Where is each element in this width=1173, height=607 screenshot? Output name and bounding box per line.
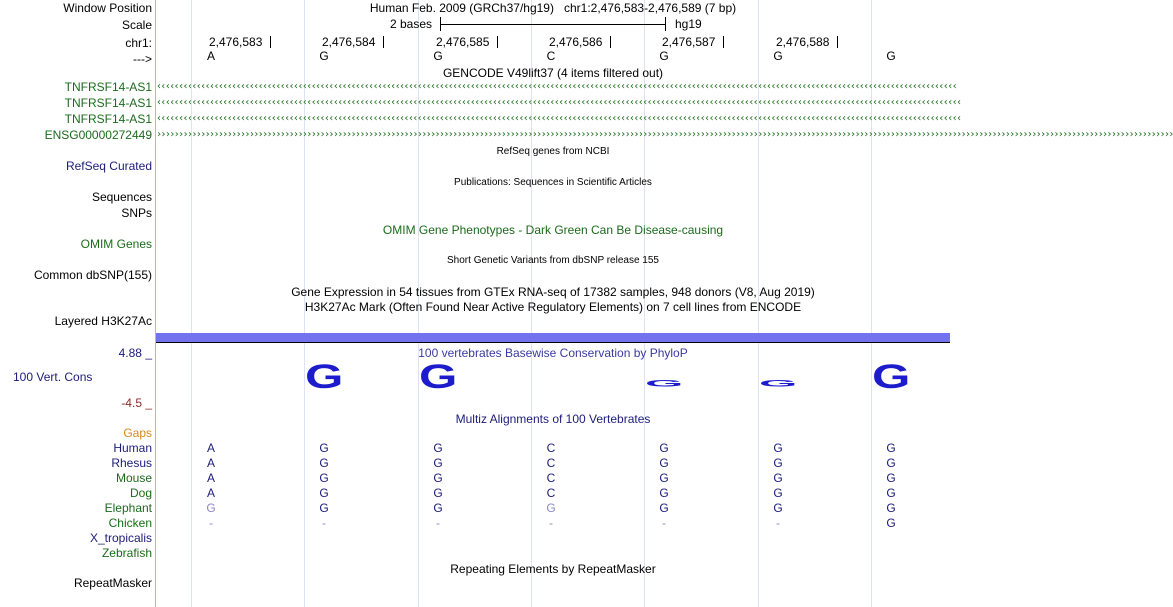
position-range: chr1:2,476,583-2,476,589 (7 bp) — [564, 1, 737, 15]
alignment-base: G — [433, 486, 443, 500]
alignment-base: G — [319, 456, 329, 470]
conservation-letter: G — [758, 378, 798, 389]
scale-label: Scale — [121, 18, 152, 32]
conservation-logo-column — [301, 358, 347, 396]
alignment-base: G — [433, 471, 443, 485]
conservation-max-label: 4.88 _ — [118, 346, 152, 360]
ruler-tick — [270, 36, 271, 48]
dbsnp-track-title: Short Genetic Variants from dbSNP release 155 — [447, 255, 659, 266]
conservation-letter: G — [644, 378, 684, 389]
omim-track-label[interactable]: OMIM Genes — [80, 237, 152, 251]
alignment-base: - — [322, 516, 326, 530]
species-label-mouse[interactable]: Mouse — [115, 471, 152, 485]
ruler-tick — [497, 36, 498, 48]
gencode-item-label-4[interactable]: ENSG00000272449 — [44, 128, 152, 142]
ruler-position-label: 2,476,588 — [776, 35, 830, 49]
alignment-base: - — [776, 516, 780, 530]
alignment-base: A — [206, 441, 215, 455]
alignment-base: G — [319, 441, 329, 455]
species-label-elephant[interactable]: Elephant — [104, 501, 152, 515]
omim-track-title: OMIM Gene Phenotypes - Dark Green Can Be Disease-causing — [382, 223, 724, 237]
alignment-base: G — [886, 441, 896, 455]
multiz-track-title: Multiz Alignments of 100 Vertebrates — [455, 412, 651, 426]
reference-base: G — [773, 49, 783, 63]
alignment-base: G — [886, 471, 896, 485]
species-label-rhesus[interactable]: Rhesus — [111, 456, 152, 470]
alignment-base: G — [886, 516, 896, 530]
alignment-base: - — [209, 516, 213, 530]
dbsnp-track-label[interactable]: Common dbSNP(155) — [33, 268, 152, 282]
assembly-header — [156, 1, 950, 15]
species-label-chicken[interactable]: Chicken — [108, 516, 152, 530]
alignment-base: A — [206, 471, 215, 485]
alignment-base: G — [773, 501, 783, 515]
ruler-position-label: 2,476,585 — [436, 35, 490, 49]
gencode-feature-1[interactable]: ‹‹‹‹‹‹‹‹‹‹‹‹‹‹‹‹‹‹‹‹‹‹‹‹‹‹‹‹‹‹‹‹‹‹‹‹‹‹‹‹‹‹‹‹‹‹‹‹‹‹‹‹‹‹‹‹‹‹‹‹‹‹‹‹‹‹‹‹‹‹‹‹‹‹‹‹‹‹‹‹‹‹‹‹‹‹‹‹‹‹‹‹‹‹‹‹‹‹‹‹‹‹‹‹‹‹‹‹‹‹‹‹‹‹‹‹‹‹‹‹‹‹‹‹‹‹‹‹‹‹‹‹‹‹‹‹‹‹‹‹‹‹‹‹‹‹‹‹‹‹‹‹‹‹‹‹‹‹‹‹‹‹‹‹‹‹‹‹‹‹‹‹‹‹‹‹‹‹‹‹‹ — [156, 81, 957, 92]
conservation-logo-column — [415, 358, 461, 396]
reference-base: G — [886, 49, 896, 63]
alignment-base: G — [773, 471, 783, 485]
gencode-feature-4[interactable]: ›››››››››››››››››››››››››››››››››››››››››››››››››››››››››››››››››››››››››››››››››››››››››››››››››››››››››››››››››››››››››››››››››››››››››››››››››››››››››››››››››››››››››››››››››››››››››››››››››››››››››››››››››››››››››››››››››››››› — [156, 129, 1173, 140]
conservation-track-label[interactable]: 100 Vert. Cons — [13, 370, 93, 384]
alignment-base: - — [662, 516, 666, 530]
alignment-base: G — [659, 456, 669, 470]
h3k27ac-baseline — [156, 342, 950, 343]
conservation-letter: G — [418, 358, 458, 396]
alignment-base: G — [659, 471, 669, 485]
ruler-position-label: 2,476,586 — [549, 35, 603, 49]
alignment-base: G — [319, 471, 329, 485]
refseq-track-title: RefSeq genes from NCBI — [496, 146, 610, 157]
gencode-feature-2[interactable]: ‹‹‹‹‹‹‹‹‹‹‹‹‹‹‹‹‹‹‹‹‹‹‹‹‹‹‹‹‹‹‹‹‹‹‹‹‹‹‹‹‹‹‹‹‹‹‹‹‹‹‹‹‹‹‹‹‹‹‹‹‹‹‹‹‹‹‹‹‹‹‹‹‹‹‹‹‹‹‹‹‹‹‹‹‹‹‹‹‹‹‹‹‹‹‹‹‹‹‹‹‹‹‹‹‹‹‹‹‹‹‹‹‹‹‹‹‹‹‹‹‹‹‹‹‹‹‹‹‹‹‹‹‹‹‹‹‹‹‹‹‹‹‹‹‹‹‹‹‹‹‹‹‹‹‹‹‹‹‹‹‹‹‹‹‹‹‹‹‹‹‹‹‹‹‹‹‹‹‹‹‹‹ — [156, 97, 961, 108]
snps-track-label[interactable]: SNPs — [121, 206, 152, 220]
ruler-position-label: 2,476,584 — [322, 35, 376, 49]
species-label-dog[interactable]: Dog — [129, 486, 152, 500]
refseq-track-label[interactable]: RefSeq Curated — [65, 159, 152, 173]
scale-db: hg19 — [675, 17, 702, 31]
window-position-label: Window Position — [63, 1, 152, 15]
species-label-x_tropicalis[interactable]: X_tropicalis — [89, 531, 152, 545]
reference-base: G — [433, 49, 443, 63]
alignment-base: G — [773, 441, 783, 455]
gencode-item-label-1[interactable]: TNFRSF14-AS1 — [64, 80, 152, 94]
ruler-position-label: 2,476,587 — [662, 35, 716, 49]
track-labels-panel — [0, 0, 155, 607]
repeatmasker-track-label[interactable]: RepeatMasker — [73, 576, 152, 590]
assembly-name: Human Feb. 2009 (GRCh37/hg19) — [369, 1, 554, 15]
alignment-base: G — [886, 501, 896, 515]
gencode-feature-3[interactable]: ‹‹‹‹‹‹‹‹‹‹‹‹‹‹‹‹‹‹‹‹‹‹‹‹‹‹‹‹‹‹‹‹‹‹‹‹‹‹‹‹‹‹‹‹‹‹‹‹‹‹‹‹‹‹‹‹‹‹‹‹‹‹‹‹‹‹‹‹‹‹‹‹‹‹‹‹‹‹‹‹‹‹‹‹‹‹‹‹‹‹‹‹‹‹‹‹‹‹‹‹‹‹‹‹‹‹‹‹‹‹‹‹‹‹‹‹‹‹‹‹‹‹‹‹‹‹‹‹‹‹‹‹‹‹‹‹‹‹‹‹‹‹‹‹‹‹‹‹‹‹‹‹‹‹‹‹‹‹‹‹‹‹‹‹‹‹‹‹‹‹‹‹‹‹‹‹‹‹‹‹‹‹ — [156, 113, 961, 124]
alignment-base: G — [433, 501, 443, 515]
alignment-base: G — [886, 486, 896, 500]
conservation-min-label: -4.5 _ — [121, 396, 152, 410]
species-label-human[interactable]: Human — [113, 441, 152, 455]
scale-text: 2 bases — [390, 17, 433, 31]
species-label-zebrafish[interactable]: Zebrafish — [101, 546, 152, 560]
ruler-tick — [837, 36, 838, 48]
ruler-position-label: 2,476,583 — [209, 35, 263, 49]
alignment-base: G — [319, 486, 329, 500]
alignment-base: G — [546, 501, 556, 515]
reference-base: C — [546, 49, 556, 63]
gtex-track-title: Gene Expression in 54 tissues from GTEx RNA-seq of 17382 samples, 948 donors (V8, Aug 2019) — [291, 285, 815, 299]
conservation-logo-column — [755, 378, 801, 389]
h3k27ac-track-label[interactable]: Layered H3K27Ac — [54, 314, 152, 328]
alignment-base: G — [206, 501, 216, 515]
gaps-label: Gaps — [123, 426, 152, 440]
repeatmasker-track-title: Repeating Elements by RepeatMasker — [450, 562, 656, 576]
alignment-base: G — [433, 456, 443, 470]
ruler-tick — [610, 36, 611, 48]
gencode-item-label-3[interactable]: TNFRSF14-AS1 — [64, 112, 152, 126]
phylop-track-title: 100 vertebrates Basewise Conservation by PhyloP — [418, 346, 688, 360]
alignment-base: C — [546, 441, 556, 455]
alignment-base: C — [546, 456, 556, 470]
h3k27ac-signal-bar[interactable] — [156, 333, 950, 342]
reference-base: G — [319, 49, 329, 63]
reference-base: A — [206, 49, 215, 63]
strand-label: ---> — [133, 52, 152, 66]
genome-browser-image[interactable] — [156, 0, 1173, 607]
alignment-base: G — [319, 501, 329, 515]
chrom-label: chr1: — [125, 36, 152, 50]
alignment-base: - — [549, 516, 553, 530]
conservation-logo-column — [868, 358, 914, 396]
publications-track-title: Publications: Sequences in Scientific Articles — [454, 177, 652, 188]
alignment-base: C — [546, 471, 556, 485]
alignment-base: G — [659, 441, 669, 455]
alignment-base: G — [773, 456, 783, 470]
alignment-base: G — [659, 501, 669, 515]
reference-base: G — [659, 49, 669, 63]
h3k27ac-track-title: H3K27Ac Mark (Often Found Near Active Regulatory Elements) on 7 cell lines from ENCODE — [304, 300, 802, 314]
scale-bar — [440, 17, 666, 31]
alignment-base: G — [433, 441, 443, 455]
ruler-tick — [383, 36, 384, 48]
conservation-letter: G — [304, 358, 344, 396]
ruler-tick — [723, 36, 724, 48]
gencode-item-label-2[interactable]: TNFRSF14-AS1 — [64, 96, 152, 110]
gencode-track-title: GENCODE V49lift37 (4 items filtered out) — [442, 66, 664, 80]
alignment-base: G — [773, 486, 783, 500]
conservation-letter: G — [871, 358, 911, 396]
conservation-logo-column — [641, 378, 687, 389]
alignment-base: G — [886, 456, 896, 470]
alignment-base: A — [206, 456, 215, 470]
sequences-track-label[interactable]: Sequences — [91, 190, 152, 204]
alignment-base: G — [659, 486, 669, 500]
alignment-base: A — [206, 486, 215, 500]
alignment-base: C — [546, 486, 556, 500]
alignment-base: - — [436, 516, 440, 530]
